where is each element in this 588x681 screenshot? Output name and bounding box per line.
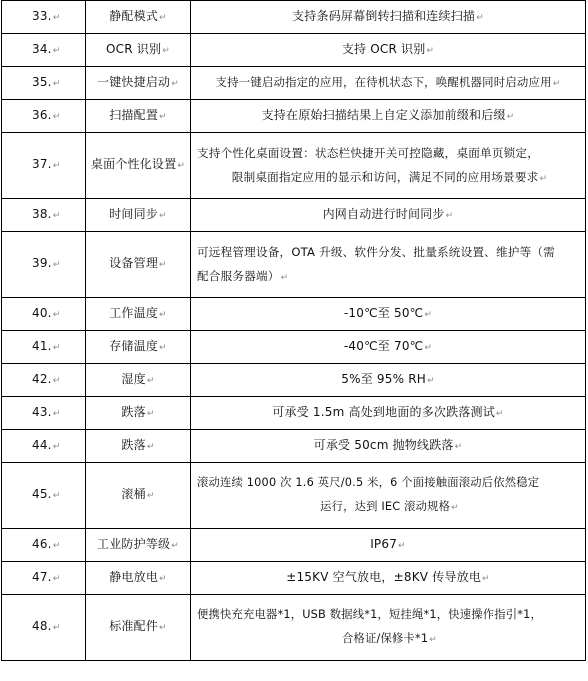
row-number: 39.↵ [2, 232, 86, 298]
row-name: 扫描配置↵ [86, 100, 191, 133]
spec-table [1, 0, 586, 661]
row-description: ±15KV 空气放电，±8KV 传导放电↵ [191, 562, 586, 595]
row-name: 一键快捷启动↵ [86, 67, 191, 100]
row-description: -40℃至 70℃↵ [191, 331, 586, 364]
row-name: 湿度↵ [86, 364, 191, 397]
row-number: 45.↵ [2, 463, 86, 529]
table-row [2, 562, 586, 595]
table-row [2, 34, 586, 67]
row-name: 静配模式↵ [86, 1, 191, 34]
row-description: 滚动连续 1000 次 1.6 英尺/0.5 米，6 个面接触面滚动后依然稳定 运行，达到 IEC 滚动规格↵ [191, 463, 586, 529]
table-row [2, 298, 586, 331]
row-description: IP67↵ [191, 529, 586, 562]
row-number: 35.↵ [2, 67, 86, 100]
table-row [2, 331, 586, 364]
row-name: 工业防护等级↵ [86, 529, 191, 562]
row-name: 时间同步↵ [86, 199, 191, 232]
row-description: 可承受 50cm 抛物线跌落↵ [191, 430, 586, 463]
row-description: 可承受 1.5m 高处到地面的多次跌落测试↵ [191, 397, 586, 430]
row-name: 静电放电↵ [86, 562, 191, 595]
table-row [2, 529, 586, 562]
table-row [2, 100, 586, 133]
row-description: 内网自动进行时间同步↵ [191, 199, 586, 232]
row-number: 48.↵ [2, 595, 86, 661]
table-row [2, 463, 586, 529]
row-name: 设备管理↵ [86, 232, 191, 298]
table-row [2, 364, 586, 397]
row-description: 支持个性化桌面设置：状态栏快捷开关可控隐藏，桌面单页锁定， 限制桌面指定应用的显示和访问，满足不同的应用场景要求↵ [191, 133, 586, 199]
row-number: 37.↵ [2, 133, 86, 199]
table-row [2, 430, 586, 463]
row-number: 40.↵ [2, 298, 86, 331]
row-description: 5%至 95% RH↵ [191, 364, 586, 397]
table-row [2, 1, 586, 34]
row-number: 46.↵ [2, 529, 86, 562]
table-row [2, 133, 586, 199]
row-description: 支持 OCR 识别↵ [191, 34, 586, 67]
row-description: 可远程管理设备，OTA 升级、软件分发、批量系统设置、维护等（需 配合服务器端）↵ [191, 232, 586, 298]
row-number: 34.↵ [2, 34, 86, 67]
row-number: 42.↵ [2, 364, 86, 397]
row-name: 标准配件↵ [86, 595, 191, 661]
table-row [2, 199, 586, 232]
row-description: -10℃至 50℃↵ [191, 298, 586, 331]
table-row [2, 67, 586, 100]
row-number: 38.↵ [2, 199, 86, 232]
row-description: 支持条码屏幕倒转扫描和连续扫描↵ [191, 1, 586, 34]
table-row [2, 397, 586, 430]
row-description: 便携快充充电器*1，USB 数据线*1，短挂绳*1，快速操作指引*1， 合格证/保修卡*1↵ [191, 595, 586, 661]
row-name: 桌面个性化设置↵ [86, 133, 191, 199]
row-number: 43.↵ [2, 397, 86, 430]
row-number: 47.↵ [2, 562, 86, 595]
row-name: 跌落↵ [86, 430, 191, 463]
row-number: 36.↵ [2, 100, 86, 133]
row-number: 33.↵ [2, 1, 86, 34]
row-name: 工作温度↵ [86, 298, 191, 331]
row-number: 41.↵ [2, 331, 86, 364]
table-row [2, 595, 586, 661]
row-name: 滚桶↵ [86, 463, 191, 529]
row-name: 存储温度↵ [86, 331, 191, 364]
row-name: OCR 识别↵ [86, 34, 191, 67]
table-row [2, 232, 586, 298]
row-description: 支持一键启动指定的应用，在待机状态下，唤醒机器同时启动应用↵ [191, 67, 586, 100]
row-number: 44.↵ [2, 430, 86, 463]
row-name: 跌落↵ [86, 397, 191, 430]
row-description: 支持在原始扫描结果上自定义添加前缀和后缀↵ [191, 100, 586, 133]
